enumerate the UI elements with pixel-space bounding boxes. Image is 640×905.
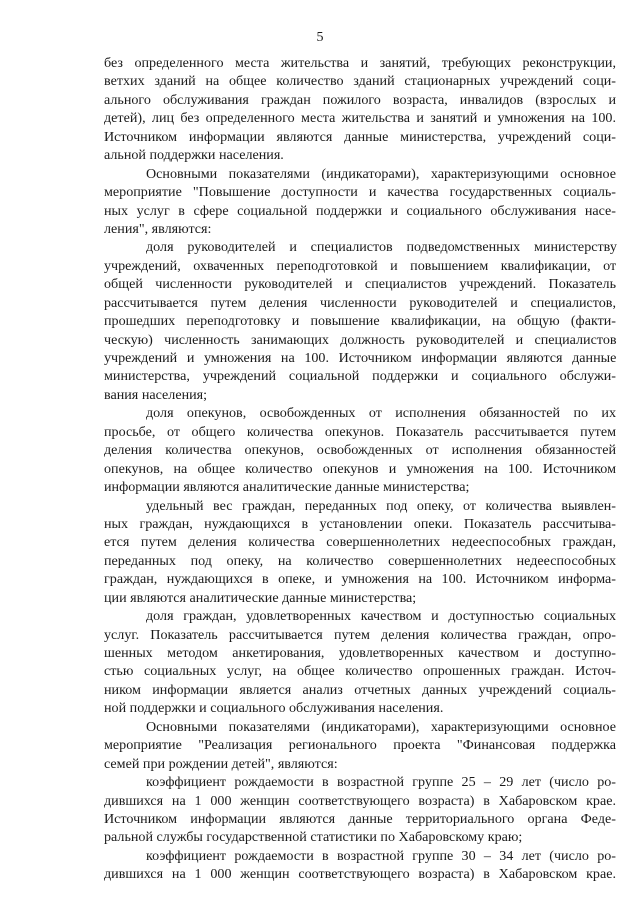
text-line: ных граждан, нуждающихся в установлении опеки. Показатель рассчитыва- [104,515,616,532]
text-line: дившихся на 1 000 женщин соответствующего возраста) в Хабаровском крае. [104,792,616,809]
text-line: ником информации является анализ отчетных данных учреждений социаль- [104,681,616,698]
text-line: ется путем деления количества совершеннолетних недееспособных граждан, [104,534,616,551]
text-line: просьбе, от общего количества опекунов. Показатель рассчитывается путем [104,423,616,440]
text-line: без определенного места жительства и занятий, требующих реконструкции, [104,55,616,71]
text-line: опекунов, на общее количество опекунов и умножения на 100. Источником [104,460,616,477]
text-line: альной поддержки населения. [104,147,284,164]
text-line: ных услуг в сфере социальной поддержки и социального обслуживания насе- [104,202,616,219]
text-line: ральной службы государственной статистики по Хабаровскому краю; [104,829,523,846]
text-line: доля руководителей и специалистов подведомственных министерству [146,239,616,256]
text-line: детей), лиц без определенного места жительства и занятий и умножения на 100. [104,110,616,127]
text-line: удельный вес граждан, переданных под опеку, от количества выявлен- [146,497,616,514]
text-line: общей численности руководителей и специалистов учреждений. Показатель [104,276,616,293]
text-line: министерства, учреждений социальной поддержки и социального обслужи- [104,368,616,385]
text-line: учреждений и умножения на 100. Источником информации являются данные [104,350,616,366]
page-number: 5 [316,30,324,45]
text-line: прошедших переподготовку и повышение квалификации, на общую (факти- [104,313,616,330]
text-line: стью социальных услуг, на общее количество опрошенных граждан. Источ- [104,663,616,680]
text-line: ветхих зданий на общее количество зданий стационарных учреждений соци- [104,73,616,90]
text-line: Источником информации являются данные территориального органа Феде- [104,810,616,827]
text-line: ального обслуживания граждан пожилого возраста, инвалидов (взрослых и [104,91,616,108]
text-line: ции являются аналитические данные министерства; [104,589,417,606]
text-line: доля опекунов, освобожденных от исполнения обязанностей по их [146,405,616,422]
text-line: Основными показателями (индикаторами), характеризующими основное [146,718,616,735]
text-line: вания населения; [104,386,208,403]
text-line: Основными показателями (индикаторами), характеризующими основное [146,165,616,182]
text-line: граждан, нуждающихся в опеке, и умножения на 100. Источником информа- [104,571,616,588]
text-line: мероприятие "Повышение доступности и качества государственных социаль- [104,184,616,201]
document-body [104,54,616,884]
text-line: мероприятие "Реализация регионального проекта "Финансовая поддержка [104,737,616,754]
text-line: коэффициент рождаемости в возрастной группе 25 – 29 лет (число ро- [146,774,616,791]
text-line: переданных под опеку, на количество совершеннолетних недееспособных [104,552,616,569]
text-line: рассчитывается путем деления численности руководителей и специалистов, [104,294,616,311]
text-line: коэффициент рождаемости в возрастной группе 30 – 34 лет (число ро- [146,847,616,864]
text-line: ной поддержки и социального обслуживания населения. [104,700,444,717]
text-line: доля граждан, удовлетворенных качеством и доступностью социальных [146,608,616,625]
text-line: шенных методом анкетирования, удовлетворенных качеством и доступно- [104,645,616,661]
text-line: семей при рождении детей", являются: [104,755,338,772]
text-line: информации являются аналитические данные министерства; [104,479,470,496]
text-line: Источником информации являются данные министерства, учреждений соци- [104,128,616,145]
text-line: учреждений, охваченных переподготовкой и повышением квалификации, от [104,257,616,274]
text-line: ческую) численность занимающих должность руководителей и специалистов [104,331,616,348]
text-line: дившихся на 1 000 женщин соответствующего возраста) в Хабаровском крае. [104,866,616,883]
text-line: деления количества опекунов, освобожденных от исполнения обязанностей [104,442,616,459]
text-line: услуг. Показатель рассчитывается путем деления количества граждан, опро- [104,626,616,643]
text-line: ления", являются: [104,220,212,237]
